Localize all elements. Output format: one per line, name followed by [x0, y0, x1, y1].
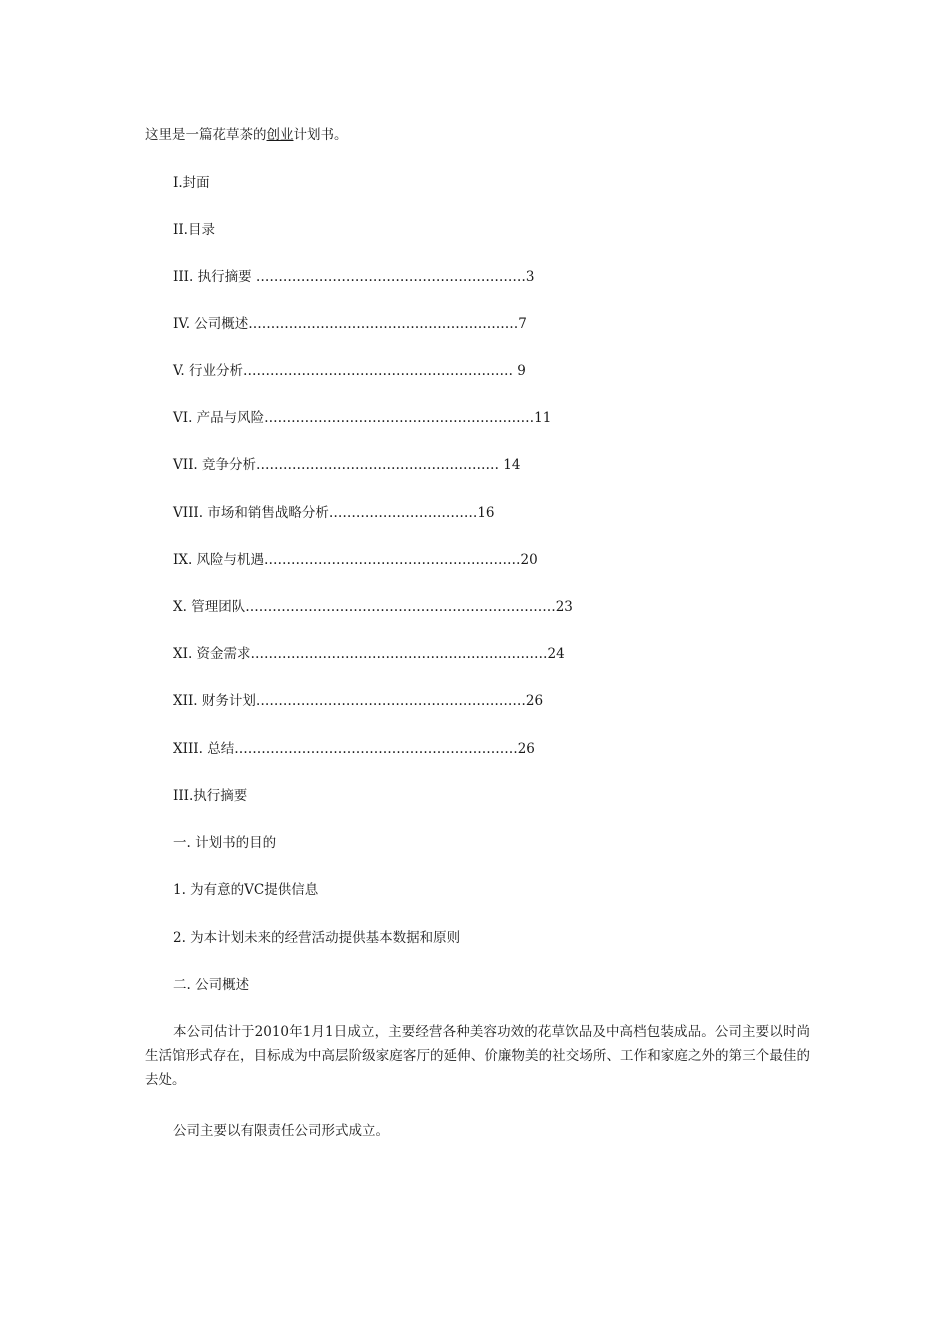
toc-entry-risk-opportunity: IX. 风险与机遇…………………………………………………20: [173, 552, 538, 568]
intro-suffix: 计划书。: [293, 127, 348, 143]
intro-sentence: [145, 125, 348, 145]
section-heading-executive-summary: III.执行摘要: [173, 788, 248, 804]
outline-item-cover: I.封面: [173, 175, 210, 191]
toc-entry-financial-plan: XII. 财务计划……………………………………………………26: [173, 693, 544, 709]
list-item-2: 2. 为本计划未来的经营活动提供基本数据和原则: [173, 930, 461, 946]
subheading-company-overview: 二. 公司概述: [173, 977, 250, 993]
toc-entry-marketing-strategy: VIII. 市场和销售战略分析……………………………16: [173, 505, 495, 521]
toc-entry-management-team: X. 管理团队……………………………………………………………23: [173, 599, 573, 615]
intro-prefix: 这里是一篇花草茶的: [145, 127, 267, 143]
toc-entry-competition-analysis: VII. 竞争分析……………………………………………… 14: [173, 457, 521, 473]
toc-entry-industry-analysis: V. 行业分析…………………………………………………… 9: [173, 363, 526, 379]
toc-entry-company-overview: IV. 公司概述……………………………………………………7: [173, 316, 527, 332]
toc-entry-product-risk: VI. 产品与风险……………………………………………………11: [173, 410, 552, 426]
list-item-1: 1. 为有意的VC提供信息: [173, 882, 319, 898]
subheading-purpose: 一. 计划书的目的: [173, 835, 277, 851]
body-paragraph-legal-form: 公司主要以有限责任公司形式成立。: [173, 1123, 389, 1139]
outline-item-contents: II.目录: [173, 222, 215, 238]
body-paragraph-company: 本公司估计于2010年1月1日成立，主要经营各种美容功效的花草饮品及中高档包装成品。公司主要以时尚生活馆形式存在，目标成为中高层阶级家庭客厅的延伸、价廉物美的社交场所、工作和家庭之外的第三个最佳的去处。: [145, 1024, 810, 1088]
toc-entry-executive-summary: III. 执行摘要 ……………………………………………………3: [173, 269, 535, 285]
intro-link[interactable]: 创业: [266, 127, 294, 143]
toc-entry-summary: XIII. 总结………………………………………………………26: [173, 741, 535, 757]
toc-entry-funding: XI. 资金需求…………………………………………………………24: [173, 646, 565, 662]
